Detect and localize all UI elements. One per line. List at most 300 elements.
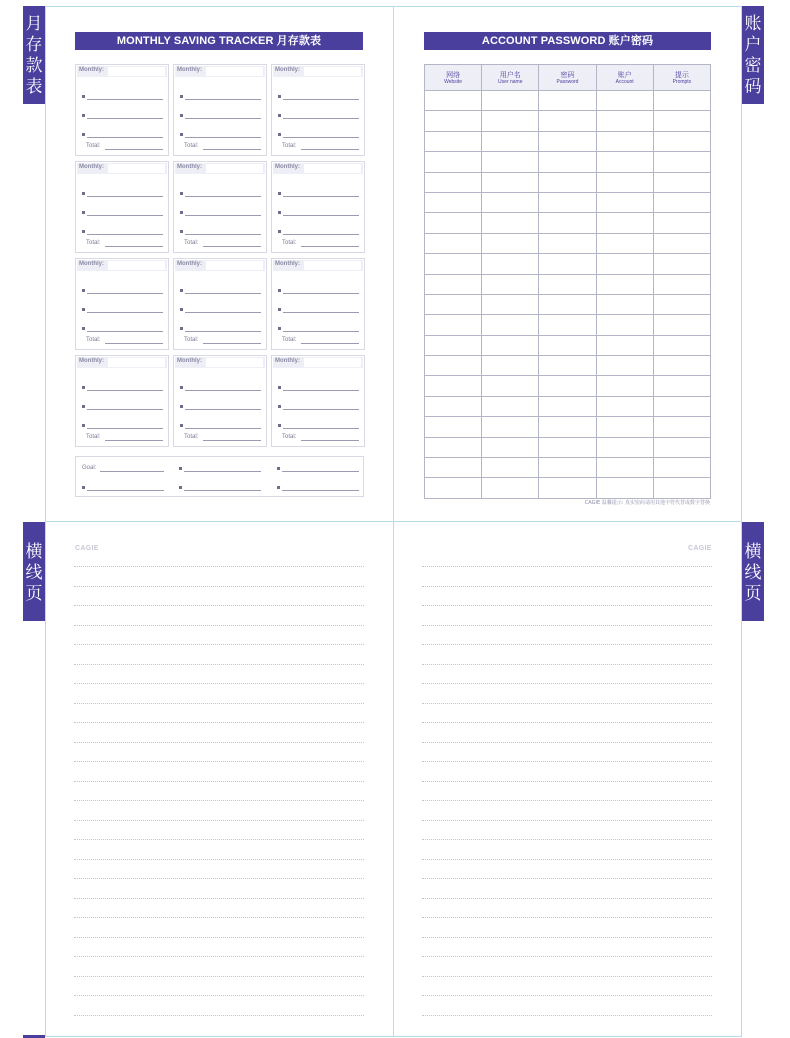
table-cell[interactable] xyxy=(596,91,653,111)
saving-item[interactable] xyxy=(278,191,359,197)
table-cell[interactable] xyxy=(539,254,596,274)
goal-field[interactable] xyxy=(82,465,164,473)
table-cell[interactable] xyxy=(539,437,596,457)
saving-item[interactable] xyxy=(278,423,359,429)
item-line xyxy=(283,390,359,391)
item-line xyxy=(87,234,163,235)
brand-logo-left: CAGIE xyxy=(75,545,99,552)
table-cell[interactable] xyxy=(539,335,596,355)
table-cell[interactable] xyxy=(539,417,596,437)
table-cell[interactable] xyxy=(596,356,653,376)
month-card xyxy=(173,258,267,350)
tab-char: 页 xyxy=(744,584,762,604)
table-cell[interactable] xyxy=(596,437,653,457)
item-line xyxy=(87,118,163,119)
bullet-icon xyxy=(180,289,183,292)
table-cell[interactable] xyxy=(425,396,482,416)
item-line xyxy=(185,99,261,100)
month-input[interactable] xyxy=(206,67,263,76)
ruled-line xyxy=(74,742,364,743)
ruled-line xyxy=(74,820,364,821)
bullet-icon xyxy=(82,133,85,136)
bullet-icon xyxy=(179,467,182,470)
table-cell[interactable] xyxy=(425,335,482,355)
goal-line xyxy=(282,471,359,472)
tab-lined-left[interactable] xyxy=(23,522,45,621)
item-line xyxy=(283,312,359,313)
total-line xyxy=(203,246,261,247)
month-input[interactable] xyxy=(108,261,165,270)
ruled-line xyxy=(422,703,712,704)
bullet-icon xyxy=(278,424,281,427)
total-line xyxy=(203,149,261,150)
table-cell[interactable] xyxy=(482,478,539,498)
saving-item[interactable] xyxy=(82,423,163,429)
goal-item[interactable] xyxy=(277,484,359,492)
tab-char: 密 xyxy=(744,56,762,76)
tab-saving[interactable] xyxy=(23,6,45,104)
ruled-line xyxy=(422,742,712,743)
item-line xyxy=(185,331,261,332)
bullet-icon xyxy=(180,192,183,195)
table-cell[interactable] xyxy=(653,396,710,416)
table-cell[interactable] xyxy=(482,274,539,294)
month-input[interactable] xyxy=(304,358,361,367)
table-cell[interactable] xyxy=(539,91,596,111)
ruled-line xyxy=(422,586,712,587)
goal-line xyxy=(184,471,261,472)
saving-item[interactable] xyxy=(180,191,261,197)
month-input[interactable] xyxy=(304,261,361,270)
item-line xyxy=(283,215,359,216)
bullet-icon xyxy=(278,230,281,233)
tab-lined-right[interactable] xyxy=(742,522,764,621)
item-line xyxy=(87,196,163,197)
column-header xyxy=(653,65,710,91)
table-cell[interactable] xyxy=(653,91,710,111)
table-cell[interactable] xyxy=(425,294,482,314)
month-card xyxy=(271,355,365,447)
table-cell[interactable] xyxy=(482,294,539,314)
table-cell[interactable] xyxy=(596,294,653,314)
bottom-spine xyxy=(393,521,394,1037)
item-line xyxy=(87,312,163,313)
table-cell[interactable] xyxy=(539,315,596,335)
table-cell[interactable] xyxy=(482,458,539,478)
saving-item[interactable] xyxy=(180,210,261,216)
ruled-line xyxy=(74,781,364,782)
table-cell[interactable] xyxy=(653,274,710,294)
password-table xyxy=(424,64,711,499)
saving-item[interactable] xyxy=(82,307,163,313)
saving-item[interactable] xyxy=(82,229,163,235)
table-cell[interactable] xyxy=(425,192,482,212)
table-cell[interactable] xyxy=(653,294,710,314)
ruled-line xyxy=(422,976,712,977)
table-cell[interactable] xyxy=(596,417,653,437)
table-cell[interactable] xyxy=(482,172,539,192)
goal-line xyxy=(100,471,164,472)
saving-item[interactable] xyxy=(180,132,261,138)
ruled-line xyxy=(74,605,364,606)
table-cell[interactable] xyxy=(425,152,482,172)
table-cell[interactable] xyxy=(539,111,596,131)
bullet-icon xyxy=(278,114,281,117)
total-label: Total: xyxy=(86,337,101,343)
column-header-zh: 网络 xyxy=(446,70,461,79)
table-cell[interactable] xyxy=(482,254,539,274)
total-field[interactable] xyxy=(86,434,163,442)
column-header-en: Prompts xyxy=(672,78,692,85)
total-field[interactable] xyxy=(184,143,261,151)
total-line xyxy=(301,246,359,247)
ruled-line xyxy=(74,722,364,723)
table-row xyxy=(425,376,711,396)
tab-char: 线 xyxy=(744,563,762,583)
table-cell[interactable] xyxy=(596,233,653,253)
table-cell[interactable] xyxy=(539,213,596,233)
table-cell[interactable] xyxy=(482,437,539,457)
table-cell[interactable] xyxy=(425,254,482,274)
table-cell[interactable] xyxy=(482,213,539,233)
total-field[interactable] xyxy=(282,337,359,345)
tab-char: 线 xyxy=(25,563,43,583)
ruled-line xyxy=(74,664,364,665)
table-cell[interactable] xyxy=(482,192,539,212)
table-cell[interactable] xyxy=(425,315,482,335)
table-cell[interactable] xyxy=(539,131,596,151)
table-cell[interactable] xyxy=(596,131,653,151)
table-cell[interactable] xyxy=(482,91,539,111)
ruled-line xyxy=(74,800,364,801)
ruled-line xyxy=(74,898,364,899)
saving-item[interactable] xyxy=(278,288,359,294)
table-cell[interactable] xyxy=(425,274,482,294)
tab-char: 账 xyxy=(744,14,762,34)
total-label: Total: xyxy=(184,434,199,440)
table-cell[interactable] xyxy=(482,376,539,396)
table-cell[interactable] xyxy=(653,152,710,172)
month-label: Monthly: xyxy=(275,164,300,170)
ruled-line xyxy=(422,820,712,821)
total-line xyxy=(301,149,359,150)
saving-item[interactable] xyxy=(278,210,359,216)
saving-item[interactable] xyxy=(180,113,261,119)
month-input[interactable] xyxy=(206,164,263,173)
table-cell[interactable] xyxy=(539,192,596,212)
table-cell[interactable] xyxy=(539,458,596,478)
tab-char: 横 xyxy=(25,542,43,562)
table-cell[interactable] xyxy=(482,417,539,437)
column-header-zh: 账户 xyxy=(617,70,632,79)
table-cell[interactable] xyxy=(653,315,710,335)
ruled-line xyxy=(422,937,712,938)
table-cell[interactable] xyxy=(596,192,653,212)
saving-item[interactable] xyxy=(278,229,359,235)
ruled-line xyxy=(74,761,364,762)
item-line xyxy=(283,196,359,197)
table-row xyxy=(425,152,711,172)
item-line xyxy=(87,137,163,138)
table-cell[interactable] xyxy=(653,335,710,355)
total-field[interactable] xyxy=(184,240,261,248)
item-line xyxy=(283,234,359,235)
bullet-icon xyxy=(82,308,85,311)
total-label: Total: xyxy=(86,143,101,149)
bullet-icon xyxy=(180,211,183,214)
table-cell[interactable] xyxy=(539,152,596,172)
ruled-line xyxy=(422,761,712,762)
table-cell[interactable] xyxy=(653,172,710,192)
saving-item[interactable] xyxy=(82,94,163,100)
saving-item[interactable] xyxy=(180,229,261,235)
table-cell[interactable] xyxy=(653,254,710,274)
month-input[interactable] xyxy=(206,261,263,270)
saving-item[interactable] xyxy=(82,113,163,119)
bullet-icon xyxy=(278,133,281,136)
ruled-line xyxy=(74,1015,364,1016)
total-field[interactable] xyxy=(282,240,359,248)
bullet-icon xyxy=(82,289,85,292)
table-row xyxy=(425,335,711,355)
table-cell[interactable] xyxy=(653,111,710,131)
table-cell[interactable] xyxy=(653,213,710,233)
total-field[interactable] xyxy=(86,143,163,151)
total-label: Total: xyxy=(282,337,297,343)
saving-item[interactable] xyxy=(82,288,163,294)
goal-item[interactable] xyxy=(82,484,164,492)
item-line xyxy=(283,409,359,410)
table-cell[interactable] xyxy=(539,294,596,314)
saving-item[interactable] xyxy=(82,326,163,332)
table-cell[interactable] xyxy=(425,172,482,192)
month-input[interactable] xyxy=(304,164,361,173)
table-cell[interactable] xyxy=(539,376,596,396)
total-line xyxy=(301,343,359,344)
table-cell[interactable] xyxy=(539,478,596,498)
table-cell[interactable] xyxy=(482,356,539,376)
total-label: Total: xyxy=(282,240,297,246)
ruled-line xyxy=(422,859,712,860)
total-line xyxy=(105,343,163,344)
table-cell[interactable] xyxy=(425,478,482,498)
saving-tracker-title: MONTHLY SAVING TRACKER 月存款表 xyxy=(75,32,363,50)
saving-item[interactable] xyxy=(278,113,359,119)
column-header-zh: 提示 xyxy=(674,70,689,79)
table-cell[interactable] xyxy=(425,91,482,111)
saving-item[interactable] xyxy=(278,132,359,138)
bullet-icon xyxy=(278,289,281,292)
tab-char: 款 xyxy=(25,56,43,76)
table-row xyxy=(425,192,711,212)
ruled-line xyxy=(422,800,712,801)
table-cell[interactable] xyxy=(425,131,482,151)
total-field[interactable] xyxy=(184,434,261,442)
bullet-icon xyxy=(278,192,281,195)
table-row xyxy=(425,396,711,416)
saving-item[interactable] xyxy=(82,191,163,197)
table-cell[interactable] xyxy=(653,478,710,498)
table-cell[interactable] xyxy=(482,315,539,335)
tab-password[interactable] xyxy=(742,6,764,104)
month-label: Monthly: xyxy=(177,358,202,364)
table-cell[interactable] xyxy=(653,356,710,376)
table-cell[interactable] xyxy=(539,274,596,294)
bullet-icon xyxy=(180,133,183,136)
ruled-line xyxy=(74,683,364,684)
table-cell[interactable] xyxy=(482,152,539,172)
table-row xyxy=(425,91,711,111)
saving-item[interactable] xyxy=(278,385,359,391)
table-cell[interactable] xyxy=(482,335,539,355)
bullet-icon xyxy=(179,486,182,489)
total-field[interactable] xyxy=(86,337,163,345)
table-cell[interactable] xyxy=(596,111,653,131)
table-cell[interactable] xyxy=(425,376,482,396)
table-cell[interactable] xyxy=(596,335,653,355)
bullet-icon xyxy=(82,192,85,195)
column-header xyxy=(539,65,596,91)
table-cell[interactable] xyxy=(539,396,596,416)
ruled-line xyxy=(74,976,364,977)
total-line xyxy=(105,246,163,247)
goal-item[interactable] xyxy=(179,484,261,492)
ruled-line xyxy=(422,956,712,957)
saving-item[interactable] xyxy=(180,423,261,429)
table-cell[interactable] xyxy=(653,192,710,212)
month-label: Monthly: xyxy=(177,164,202,170)
table-cell[interactable] xyxy=(482,131,539,151)
table-cell[interactable] xyxy=(596,254,653,274)
item-line xyxy=(87,409,163,410)
table-row xyxy=(425,458,711,478)
saving-item[interactable] xyxy=(278,404,359,410)
tab-char: 月 xyxy=(25,14,43,34)
table-row xyxy=(425,233,711,253)
bullet-icon xyxy=(278,405,281,408)
total-field[interactable] xyxy=(184,337,261,345)
table-cell[interactable] xyxy=(596,152,653,172)
item-line xyxy=(185,234,261,235)
table-cell[interactable] xyxy=(653,458,710,478)
saving-item[interactable] xyxy=(180,307,261,313)
total-line xyxy=(301,440,359,441)
table-cell[interactable] xyxy=(596,213,653,233)
item-line xyxy=(185,390,261,391)
item-line xyxy=(185,312,261,313)
table-cell[interactable] xyxy=(425,111,482,131)
month-input[interactable] xyxy=(108,358,165,367)
goal-line xyxy=(282,490,359,491)
table-cell[interactable] xyxy=(596,315,653,335)
table-cell[interactable] xyxy=(653,437,710,457)
saving-item[interactable] xyxy=(180,326,261,332)
bullet-icon xyxy=(277,467,280,470)
saving-item[interactable] xyxy=(82,385,163,391)
saving-item[interactable] xyxy=(82,210,163,216)
table-cell[interactable] xyxy=(482,396,539,416)
month-card xyxy=(271,161,365,253)
month-input[interactable] xyxy=(304,67,361,76)
column-header-en: Website xyxy=(444,78,463,85)
month-input[interactable] xyxy=(108,67,165,76)
table-cell[interactable] xyxy=(539,356,596,376)
month-card xyxy=(75,258,169,350)
tab-char: 存 xyxy=(25,35,43,55)
column-header-en: User name xyxy=(498,78,523,85)
table-cell[interactable] xyxy=(653,233,710,253)
table-row xyxy=(425,254,711,274)
table-cell[interactable] xyxy=(596,478,653,498)
item-line xyxy=(185,118,261,119)
table-cell[interactable] xyxy=(482,233,539,253)
saving-item[interactable] xyxy=(278,326,359,332)
bullet-icon xyxy=(180,114,183,117)
column-header-en: Account xyxy=(615,78,634,85)
saving-item[interactable] xyxy=(278,307,359,313)
month-input[interactable] xyxy=(108,164,165,173)
table-cell[interactable] xyxy=(482,111,539,131)
month-input[interactable] xyxy=(206,358,263,367)
goal-item[interactable] xyxy=(277,465,359,473)
table-cell[interactable] xyxy=(425,437,482,457)
saving-item[interactable] xyxy=(180,404,261,410)
table-cell[interactable] xyxy=(425,356,482,376)
table-cell[interactable] xyxy=(539,172,596,192)
goal-label: Goal: xyxy=(82,465,97,471)
ruled-line xyxy=(74,937,364,938)
table-cell[interactable] xyxy=(425,233,482,253)
table-cell[interactable] xyxy=(596,172,653,192)
item-line xyxy=(185,215,261,216)
table-cell[interactable] xyxy=(653,131,710,151)
total-field[interactable] xyxy=(282,434,359,442)
table-row xyxy=(425,172,711,192)
table-cell[interactable] xyxy=(596,376,653,396)
goal-item[interactable] xyxy=(179,465,261,473)
total-line xyxy=(203,343,261,344)
ruled-line xyxy=(74,644,364,645)
month-label: Monthly: xyxy=(275,358,300,364)
table-cell[interactable] xyxy=(425,458,482,478)
table-cell[interactable] xyxy=(425,417,482,437)
table-cell[interactable] xyxy=(425,213,482,233)
total-field[interactable] xyxy=(86,240,163,248)
saving-item[interactable] xyxy=(180,94,261,100)
saving-item[interactable] xyxy=(180,288,261,294)
bullet-icon xyxy=(278,308,281,311)
table-cell[interactable] xyxy=(596,458,653,478)
table-cell[interactable] xyxy=(596,396,653,416)
bullet-icon xyxy=(180,308,183,311)
bullet-icon xyxy=(82,424,85,427)
tab-char: 码 xyxy=(744,77,762,97)
month-label: Monthly: xyxy=(177,67,202,73)
total-field[interactable] xyxy=(282,143,359,151)
saving-item[interactable] xyxy=(82,132,163,138)
table-cell[interactable] xyxy=(539,233,596,253)
table-cell[interactable] xyxy=(653,417,710,437)
saving-item[interactable] xyxy=(82,404,163,410)
saving-item[interactable] xyxy=(180,385,261,391)
table-cell[interactable] xyxy=(653,376,710,396)
table-cell[interactable] xyxy=(596,274,653,294)
ruled-line xyxy=(422,839,712,840)
saving-item[interactable] xyxy=(278,94,359,100)
ruled-line xyxy=(74,839,364,840)
bullet-icon xyxy=(82,114,85,117)
bullet-icon xyxy=(180,424,183,427)
